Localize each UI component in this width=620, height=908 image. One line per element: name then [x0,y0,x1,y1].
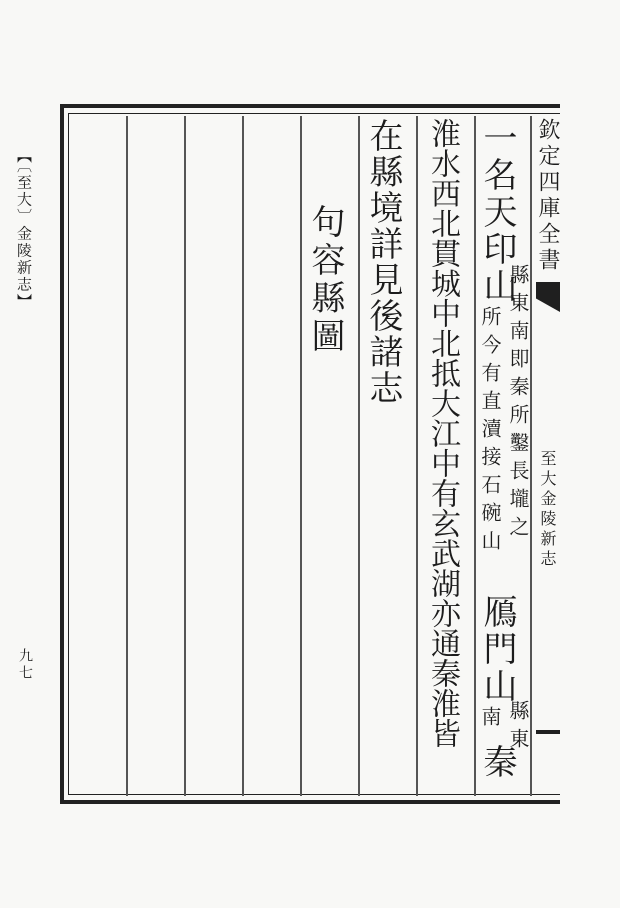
fishtail-bar [536,730,560,734]
sub-title: 至大金陵新志 [538,450,557,570]
text-note: 南 [478,706,502,734]
frame-left-border [60,104,64,804]
margin-title: 【〔至大〕金陵新志】 [15,148,33,311]
column-divider [242,116,244,796]
text-main: 淮水西北貫城中北抵大江中有玄武湖亦通秦淮皆 [425,118,460,748]
column-divider [126,116,128,796]
page-frame [60,104,560,804]
text-main: 在縣境詳見後諸志 [363,118,403,406]
text-note: 縣東南即秦所鑿長壠之 [506,264,530,544]
text-main: 秦 [477,744,517,781]
frame-bottom-border [60,800,560,804]
map-title: 句容縣圖 [305,204,345,356]
text-main: 一名天印山 [477,120,517,305]
column-divider [300,116,302,796]
folio-number: 九七 [17,648,33,682]
frame-bottom-inner [68,794,560,795]
text-main: 鴈門山 [477,594,517,705]
column-divider [358,116,360,796]
text-note: 縣東 [506,700,530,756]
frame-top-inner [68,113,560,114]
frame-top-border [60,104,560,108]
fishtail-mark [536,282,560,312]
text-note: 所今有直瀆接石碗山 [478,306,502,558]
book-title: 欽定四庫全書 [535,118,560,274]
column-divider [416,116,418,796]
frame-left-inner [68,113,69,795]
column-divider [184,116,186,796]
